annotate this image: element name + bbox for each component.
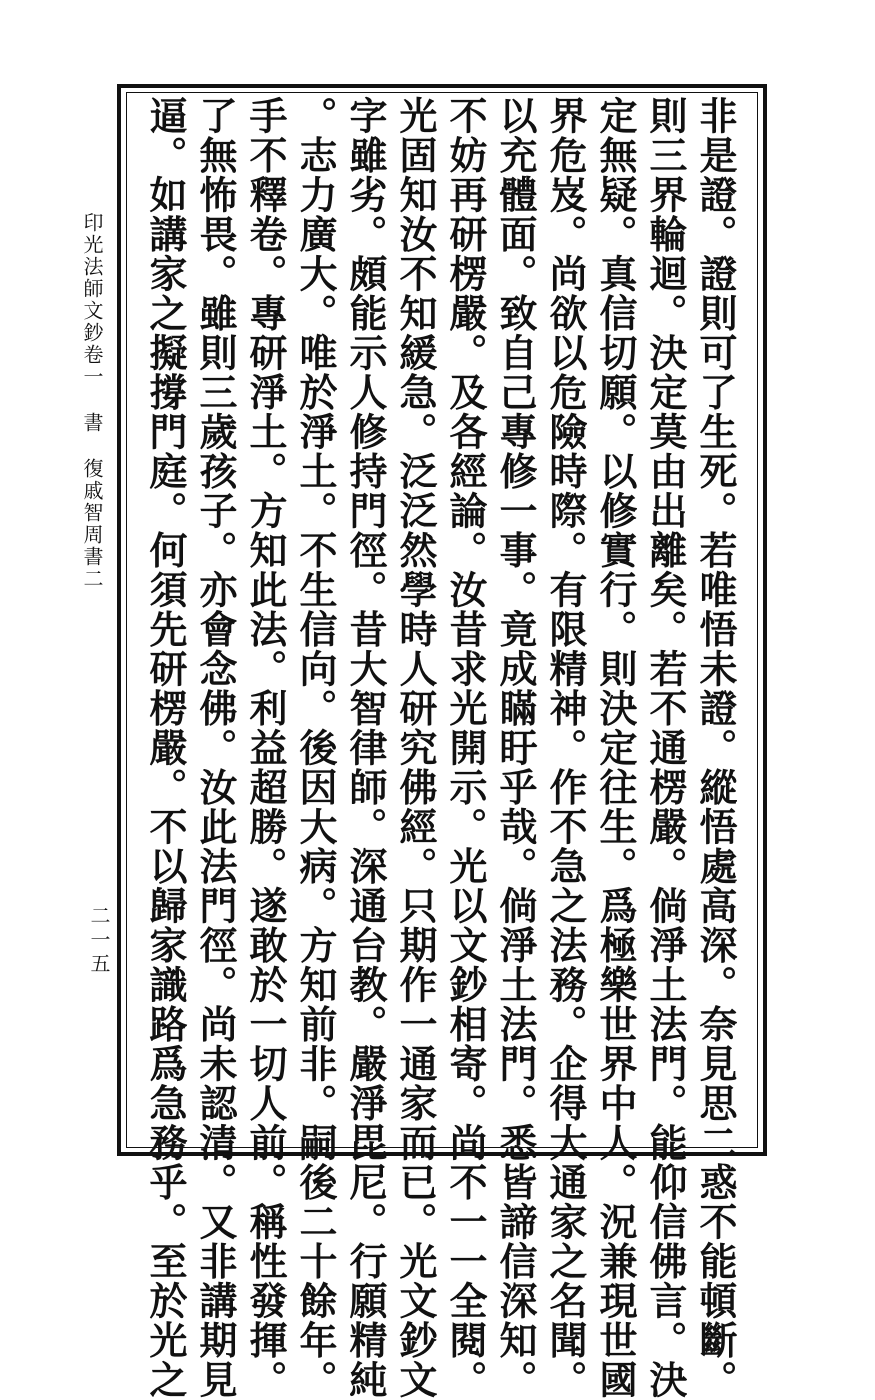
text-column-5: 以充體面。致自己專修一事。竟成瞞盱乎哉。倘淨土法門。悉皆諦信深知。 bbox=[493, 96, 538, 1400]
text-column-7: 光固知汝不知緩急。泛泛然學時人研究佛經。只期作一通家而已。光文鈔文 bbox=[393, 96, 438, 1400]
book-title: 印光法師文鈔卷一 bbox=[80, 212, 104, 388]
text-column-6: 不妨再研楞嚴。及各經論。汝昔求光開示。光以文鈔相寄。尚不一一全閱。 bbox=[443, 96, 488, 1400]
main-text-block bbox=[140, 96, 740, 1400]
text-column-9: 。志力廣大。唯於淨土。不生信向。後因大病。方知前非。嗣後二十餘年。 bbox=[293, 96, 338, 1400]
text-column-11: 了無怖畏。雖則三歲孩子。亦會念佛。汝此法門徑。尚未認清。又非講期見 bbox=[193, 96, 238, 1400]
text-column-8: 字雖劣。頗能示人修持門徑。昔大智律師。深通台教。嚴淨毘尼。行願精純 bbox=[343, 96, 388, 1400]
text-column-3: 定無疑。真信切願。以修實行。則決定往生。爲極樂世界中人。況兼現世國 bbox=[593, 96, 638, 1400]
text-column-10: 手不釋卷。專研淨土。方知此法。利益超勝。遂敢於一切人前。稱性發揮。 bbox=[243, 96, 288, 1400]
text-column-4: 界危岌。尚欲以危險時際。有限精神。作不急之法務。企得大通家之名聞。 bbox=[543, 96, 588, 1400]
letter-title: 復戚智周書二 bbox=[80, 458, 104, 590]
margin-running-head bbox=[68, 212, 108, 732]
page-number: 二一五 bbox=[87, 905, 111, 977]
section-label: 書 bbox=[80, 412, 104, 434]
text-column-2: 則三界輪迴。決定莫由出離矣。若不通楞嚴。倘淨土法門。能仰信佛言。決 bbox=[643, 96, 688, 1400]
text-column-1: 非是證。證則可了生死。若唯悟未證。縱悟處高深。奈見思二惑不能頓斷。 bbox=[693, 96, 738, 1400]
text-column-12: 逼。如講家之擬撐門庭。何須先研楞嚴。不以歸家識路爲急務乎。至於光之 bbox=[143, 96, 188, 1400]
